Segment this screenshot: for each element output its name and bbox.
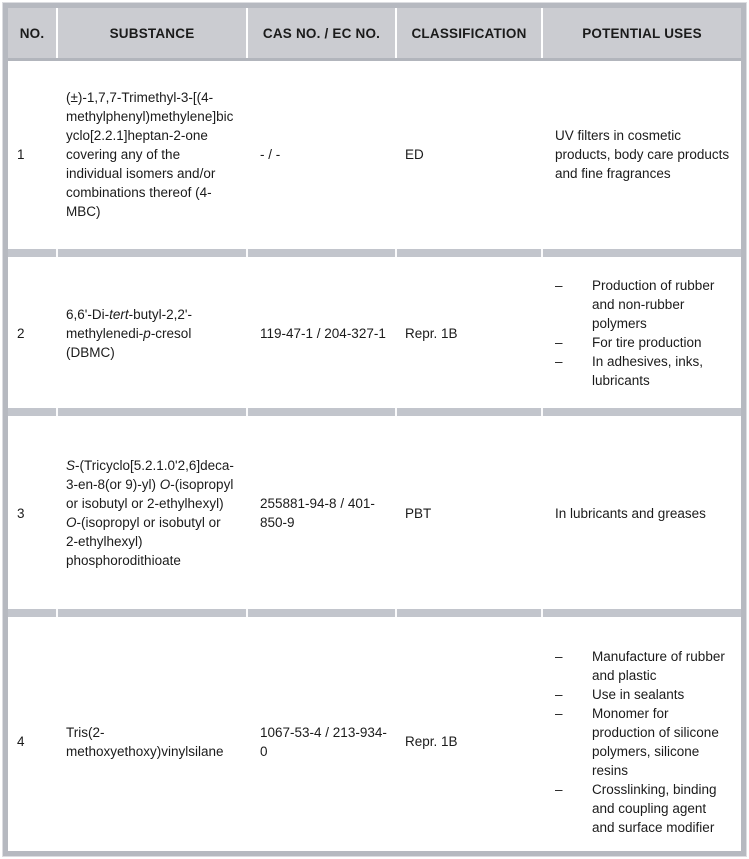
dash-bullet: – (555, 686, 563, 702)
column-header-no: NO. (19, 25, 45, 41)
cell-number: 4 (17, 734, 25, 749)
cell-potential-uses (541, 276, 741, 390)
uses-list-item (555, 780, 731, 837)
table-row (8, 419, 741, 607)
dash-bullet: – (555, 354, 563, 369)
cell-number: 1 (17, 146, 25, 162)
table-outer-frame (2, 2, 747, 857)
uses-list-item-text: In adhesives, inks, lubricants (592, 354, 704, 388)
uses-list-item-text: Production of rubber and non-rubber polymers (592, 278, 715, 331)
cell-substance: Tris(2-methoxyethoxy)vinylsilane (66, 724, 224, 759)
cell-cas-ec: - / - (260, 146, 281, 162)
cell-cas-ec: 1067-53-4 / 213-934-0 (260, 724, 387, 759)
uses-list-item-text: Use in sealants (592, 686, 685, 702)
column-header-potential-uses: POTENTIAL USES (541, 8, 741, 58)
uses-list (555, 647, 731, 837)
uses-list-item-text: Manufacture of rubber and plastic (592, 648, 725, 683)
table-row (8, 620, 741, 856)
row-separator (8, 408, 741, 416)
cell-potential-uses (541, 647, 741, 837)
cell-potential-uses: In lubricants and greases (555, 505, 706, 521)
cell-cas-ec: 119-47-1 / 204-327-1 (260, 325, 386, 341)
cell-substance: S-(Tricyclo[5.2.1.0'2,6]deca-3-en-8(or 9)-yl) O-(isopropyl or isobutyl or 2-ethylhexyl) O-(isopropyl or isobutyl or 2-ethylhexyl) phosphorodithioate (66, 458, 234, 568)
cell-classification: Repr. 1B (405, 325, 458, 341)
dash-bullet: – (555, 781, 563, 797)
uses-list-item (555, 333, 731, 352)
dash-bullet: – (555, 278, 563, 293)
uses-list-item (555, 276, 731, 333)
row-separator (8, 609, 741, 617)
uses-list-item (555, 704, 731, 780)
substance-table (3, 3, 746, 856)
dash-bullet: – (555, 335, 563, 350)
uses-list-item-text: Crosslinking, binding and coupling agent and surface modifier (592, 781, 717, 835)
cell-substance: (±)-1,7,7-Trimethyl-3-[(4-methylphenyl)methylene]bicyclo[2.2.1]heptan-2-one covering any of the individual isomers and/or combinations thereof (4-MBC) (66, 89, 234, 219)
table-body (8, 61, 741, 856)
table-header-row (8, 8, 741, 61)
cell-classification: PBT (405, 505, 432, 521)
dash-bullet: – (555, 705, 563, 721)
uses-list-item (555, 647, 731, 685)
table-row (8, 61, 741, 247)
cell-cas-ec: 255881-94-8 / 401-850-9 (260, 496, 375, 530)
row-separator (8, 249, 741, 257)
cell-classification: Repr. 1B (405, 734, 458, 749)
dash-bullet: – (555, 648, 563, 664)
column-header-substance: SUBSTANCE (56, 8, 246, 58)
column-header-classification: CLASSIFICATION (395, 8, 541, 58)
cell-potential-uses: UV filters in cosmetic products, body care products and fine fragrances (555, 127, 730, 181)
cell-classification: ED (405, 146, 424, 162)
uses-list-item (555, 352, 731, 390)
column-header-cas-ec: CAS NO. / EC NO. (246, 8, 395, 58)
uses-list-item (555, 685, 731, 704)
cell-substance: 6,6'-Di-tert-butyl-2,2'-methylenedi-p-cresol (DBMC) (66, 306, 192, 360)
cell-number: 3 (17, 505, 25, 521)
uses-list-item-text: Monomer for production of silicone polymers, silicone resins (592, 705, 719, 778)
uses-list (555, 276, 731, 390)
table-row (8, 260, 741, 406)
cell-number: 2 (17, 325, 25, 341)
uses-list-item-text: For tire production (592, 335, 702, 350)
